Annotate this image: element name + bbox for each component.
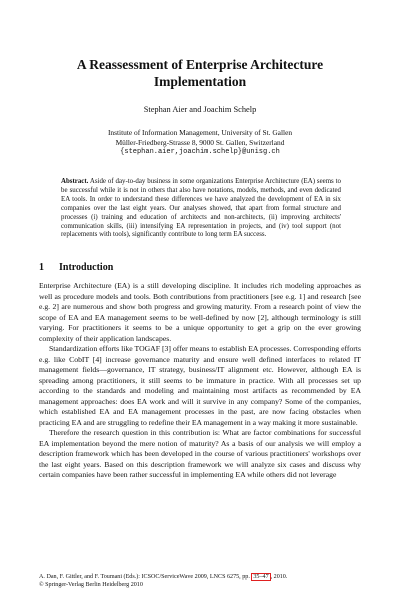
affiliation-block — [0, 128, 400, 157]
paragraph: Standardization efforts like TOGAF [3] offer means to establish EA processes. Corresponding efforts e.g. like CobIT [4] increase governance maturity and ensure well defined interfaces to related IT management fields—governance, IT strategy, business/IT alignment etc. However, although EA is spreading among practitioners, it still seems to be immature in practice. With all processes set up according to the standards and modeling and maintaining most artifacts as recommended by EA management approaches: does EA work and will it survive in any company? Some of the companies, which established EA and EA management processes in the past, are now facing obstacles when practicing EA and are struggling to redefine their EA management in a way making it more sustainable. — [39, 344, 361, 427]
page-footer — [39, 573, 369, 589]
abstract-text: Aside of day-to-day business in some organizations Enterprise Architecture (EA) seems to be successful while it is not in others that also have notations, models, methods, and even dedicated EA tools. In order to understand these differences we have analyzed the development of EA in six companies over the last eight years. Our analyses showed, that apart from formal structure and processes (i) training and education of architects and non-architects, (ii) improving architects' communication skills, (iii) intensifying EA representation in projects, and (iv) tool support (not replacements with tools), significantly contribute to long term EA success. — [61, 178, 341, 239]
page-range-link[interactable]: 35–47 — [253, 574, 269, 580]
affiliation-address: Müller-Friedberg-Strasse 8, 9000 St. Gallen, Switzerland — [115, 137, 285, 147]
paper-title: A Reassessment of Enterprise Architecture Implementation — [76, 57, 324, 89]
abstract — [61, 178, 341, 240]
section-number: 1 — [39, 262, 44, 273]
affiliation-institute: Institute of Information Management, University of St. Gallen — [107, 128, 293, 137]
citation-suffix: , 2010. — [270, 574, 288, 580]
citation-prefix: A. Dan, F. Gittler, and F. Toumani (Eds.): ICSOC/ServiceWave 2009, LNCS 6275, pp. — [39, 574, 252, 580]
abstract-label: Abstract. — [61, 178, 89, 185]
paragraph: Therefore the research question in this contribution is: What are factor combinations for successful EA implementation beyond the mere notion of maturity? As a basis of our analysis we will employ a description framework which has been developed in the course of various practitioners' workshops over the last eight years. Based on this description framework we will analyze six cases and discuss why certain companies have been rather successful in implementing EA while others did not leverage — [39, 428, 361, 479]
paragraph: Enterprise Architecture (EA) is a still developing discipline. It includes rich modeling approaches as well as procedure models and tools. Both contributions from practitioners [see e.g. 1] and research [see e.g. 2] are numerous and show both progress and growing maturity. From a research point of view the scope of EA and EA management seems to be well-defined by now [2], although terminology is still varying. For practitioners it seems to be a unique opportunity to get a grip on the ever growing complexity of their application landscapes. — [39, 281, 361, 343]
body-text — [39, 281, 361, 481]
author-email: {stephan.aier,joachim.schelp}@unisg.ch — [120, 147, 280, 156]
section-heading — [39, 262, 359, 273]
section-title: Introduction — [59, 262, 114, 273]
citation-line — [39, 573, 369, 581]
paper-authors: Stephan Aier and Joachim Schelp — [143, 105, 257, 114]
copyright-line: © Springer-Verlag Berlin Heidelberg 2010 — [39, 582, 143, 589]
